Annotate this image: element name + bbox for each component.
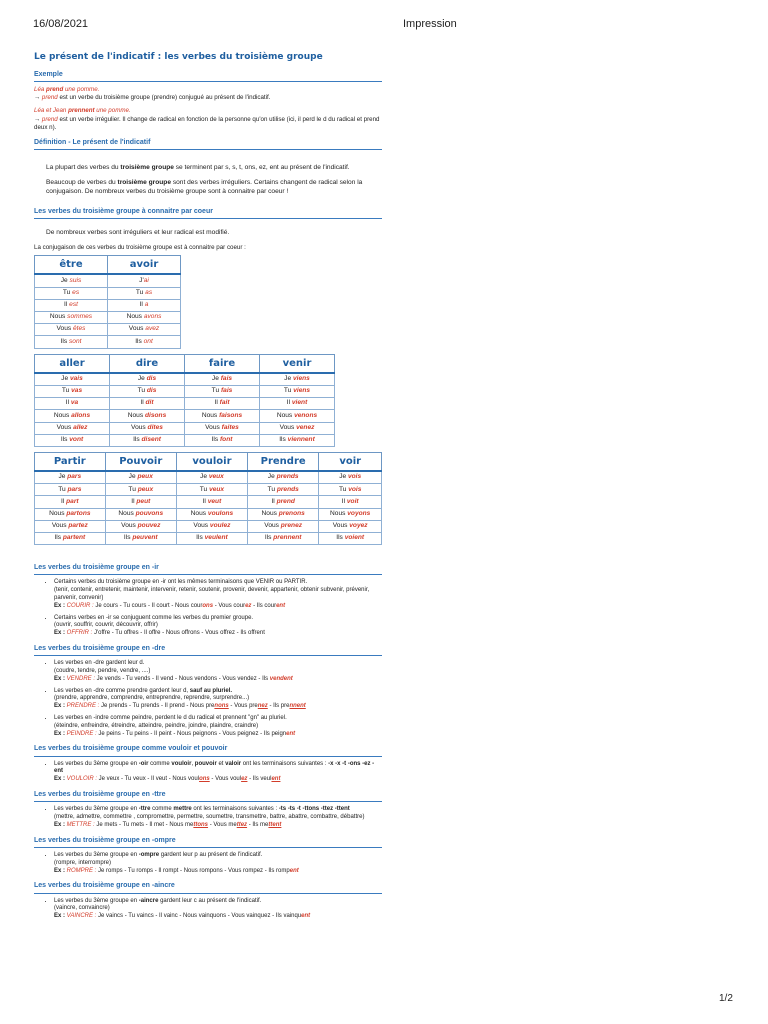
conjugation-cell [185, 422, 260, 434]
table-row [35, 422, 335, 434]
verb-header: Prendre [247, 452, 318, 471]
verb-form: vais [69, 375, 83, 382]
verb-form: ont [143, 337, 153, 345]
conjugation-cell [110, 410, 185, 422]
pronoun: Ils [264, 534, 274, 542]
conjugation-cell [108, 312, 181, 324]
verb-form: viens [293, 387, 311, 395]
pronoun: Ils [54, 534, 63, 542]
pronoun: Il [140, 399, 146, 407]
conjugation-cell [35, 385, 110, 397]
pronoun: Tu [61, 387, 72, 395]
pronoun: Nous [118, 509, 136, 517]
conjugation-cell [105, 496, 176, 508]
pronoun: Vous [121, 522, 138, 530]
example-block [34, 86, 382, 132]
conjugation-cell [108, 299, 181, 311]
verb-form: voit [346, 497, 359, 505]
conjugation-cell [35, 373, 110, 386]
conjugation-cell [110, 385, 185, 397]
verb-form: dis [146, 387, 157, 395]
verb-form: venons [294, 411, 318, 419]
pronoun: Ils [123, 534, 133, 542]
verb-form: voyez [349, 522, 368, 530]
section-definition: Définition - Le présent de l'indicatif [34, 138, 382, 150]
verb-form: peux [137, 485, 154, 493]
conjugation-cell [247, 496, 318, 508]
example-explanation-2: → prend est un verbe irrégulier. Il change de radical en fonction de la personne qu'on utilise (ici, il perd le d du radical et prend deux n). [34, 115, 380, 131]
conjugation-cell [35, 299, 108, 311]
conjugation-cell [176, 484, 247, 496]
section-aincre: Les verbes du troisième groupe en -aincre [34, 881, 382, 893]
verb-form: sont [68, 337, 82, 345]
conjugation-cell [105, 471, 176, 484]
verb-form: partons [66, 509, 91, 517]
verb-form: viennent [287, 435, 315, 443]
ompre-list [34, 852, 382, 875]
verb-form: voyons [347, 509, 371, 517]
pronoun: Vous [51, 522, 69, 530]
verb-header: vouloir [176, 452, 247, 471]
conjugation-cell [247, 533, 318, 545]
conjugation-cell [35, 422, 110, 434]
conjugation-cell [108, 336, 181, 348]
list-item: • Les verbes du 3ème groupe en -ompre gardent leur p au présent de l'indicatif. (rompre, interrompre) Ex : ROMPRE : Je romps - Tu romps - Il rompt - Nous rompons - Vous rompez - Ils rompent [54, 852, 382, 875]
verb-form: vient [291, 399, 308, 407]
table-row [35, 336, 181, 348]
conjugation-cell [176, 471, 247, 484]
pronoun: Ils [279, 435, 288, 443]
conjugation-cell [185, 434, 260, 446]
list-item: • Certains verbes en -ir se conjuguent comme les verbes du premier groupe. (ouvrir, souffrir, couvrir, découvrir, offrir) Ex : OFFRIR : J'offre - Tu offres - Il offre - Nous offrons - Vous offrez - Ils offrent [54, 615, 382, 638]
conjugation-cell [247, 520, 318, 532]
list-item: • Certains verbes du troisième groupe en -ir ont les mêmes terminaisons que VENIR ou PARTIR. (tenir, contenir, entretenir, maintenir, intervenir, retenir, soutenir, provenir, devenir, appartenir, obtenir subvenir, prévenir, parvenir, convenir) Ex : COURIR : Je cours - Tu cours - Il court - Nous courons - Vous courez - Ils courent [54, 579, 382, 610]
conjugation-cell [260, 434, 335, 446]
pronoun: Il [341, 497, 347, 505]
verb-form: dites [147, 423, 163, 431]
verb-form: vont [69, 435, 84, 443]
table-row [35, 287, 181, 299]
conjugation-tables [34, 255, 382, 545]
conjugation-cell [319, 508, 382, 520]
ttre-list [34, 806, 382, 829]
par-coeur-paragraph: De nombreux verbes sont irréguliers et leur radical est modifié. [46, 229, 230, 237]
pronoun: Tu [137, 387, 147, 395]
table-row [35, 299, 181, 311]
conjugation-cell [260, 385, 335, 397]
verb-form: pars [67, 473, 82, 481]
par-coeur-intro: La conjugaison de ces verbes du troisième groupe est à connaitre par coeur : [34, 244, 246, 252]
verb-header: être [35, 256, 108, 275]
pronoun: Nous [53, 411, 72, 419]
pronoun: Vous [264, 522, 281, 530]
verb-form: faites [221, 423, 239, 431]
list-item: • Les verbes du 3ème groupe en -oir comme vouloir, pouvoir et valoir ont les terminaisons suivantes : -x -x -t -ons -ez -ent Ex : VOULOIR : Je veux - Tu veux - Il veut - Nous voulons - Vous voulez - Ils veulent [54, 761, 382, 784]
conjugation-cell [110, 398, 185, 410]
conjugation-cell [260, 373, 335, 386]
verb-header: Partir [35, 452, 106, 471]
verb-form: dis [146, 375, 157, 382]
conjugation-cell [260, 422, 335, 434]
verb-form: avez [145, 325, 160, 333]
conjugation-cell [260, 410, 335, 422]
verb-form: veut [207, 497, 222, 505]
verb-header: avoir [108, 256, 181, 275]
pronoun: Nous [276, 411, 295, 419]
table-row [35, 373, 335, 386]
verb-form: dit [145, 399, 154, 407]
table-row [35, 410, 335, 422]
conjugation-table [34, 255, 181, 348]
conjugation-cell [247, 484, 318, 496]
conjugation-cell [176, 496, 247, 508]
verb-header: aller [35, 354, 110, 373]
example-explanation-1: → prend est un verbe du troisième groupe (prendre) conjugué au présent de l'indicatif. [34, 94, 271, 102]
pronoun: Nous [127, 411, 145, 419]
conjugation-cell [110, 422, 185, 434]
conjugation-cell [35, 484, 106, 496]
pronoun: Je [211, 375, 221, 382]
pronoun: Ils [196, 534, 205, 542]
verb-form: es [72, 288, 80, 296]
conjugation-table [34, 452, 382, 545]
verb-form: disent [141, 435, 161, 443]
table-row [35, 484, 382, 496]
table-row [35, 471, 382, 484]
pronoun: Ils [133, 435, 142, 443]
verb-form: est [69, 301, 78, 309]
pronoun: Ils [336, 534, 345, 542]
verb-form: peut [136, 497, 151, 505]
table-row [35, 508, 382, 520]
pronoun: Ils [60, 337, 69, 345]
pronoun: Il [64, 301, 70, 309]
conjugation-cell [110, 434, 185, 446]
verb-header: dire [110, 354, 185, 373]
conjugation-cell [35, 434, 110, 446]
pronoun: Je [128, 473, 138, 481]
verb-form: peux [137, 473, 153, 481]
verb-form: prends [276, 473, 299, 481]
pronoun: Vous [131, 423, 148, 431]
section-exemple: Exemple [34, 70, 382, 82]
conjugation-cell [108, 274, 181, 287]
print-header-title: Impression [403, 18, 457, 30]
pronoun: Vous [193, 522, 210, 530]
conjugation-cell [319, 520, 382, 532]
verb-form: disons [144, 411, 167, 419]
section-ttre: Les verbes du troisième groupe en -ttre [34, 790, 382, 802]
pronoun: Je [137, 375, 147, 382]
pronoun: Vous [205, 423, 222, 431]
verb-form: veux [209, 485, 225, 493]
verb-form: faisons [219, 411, 243, 419]
conjugation-cell [176, 520, 247, 532]
page-title: Le présent de l'indicatif : les verbes du troisième groupe [34, 52, 323, 62]
verb-header: venir [260, 354, 335, 373]
pronoun: Tu [283, 387, 294, 395]
conjugation-cell [35, 471, 106, 484]
pronoun: Je [58, 473, 68, 481]
conjugation-cell [108, 287, 181, 299]
pronoun: Je [60, 276, 70, 284]
pronoun: Tu [62, 288, 73, 296]
list-item: • Les verbes en -indre comme peindre, perdent le d du radical et prennent "gn" au pluriel. (éteindre, enfreindre, étreindre, atteindre, peindre, joindre, plaindre, craindre) Ex : PEINDRE : Je peins - Tu peins - Il peint - Nous peignons - Vous peignez - Ils peignent [54, 715, 382, 738]
conjugation-cell [35, 336, 108, 348]
verb-form: partez [68, 522, 88, 530]
pronoun: Nous [330, 509, 348, 517]
conjugation-cell [35, 410, 110, 422]
pronoun: Il [286, 399, 292, 407]
verb-form: fait [219, 399, 230, 407]
conjugation-cell [105, 484, 176, 496]
verb-form: allez [73, 423, 88, 431]
pronoun: Je [200, 473, 209, 481]
table-row [35, 434, 335, 446]
table-row [35, 533, 382, 545]
verb-form: font [219, 435, 233, 443]
section-vouloir: Les verbes du troisième groupe comme vouloir et pouvoir [34, 744, 382, 756]
verb-form: fais [220, 387, 233, 395]
pronoun: Tu [199, 485, 210, 493]
pronoun: Il [131, 497, 137, 505]
conjugation-cell [176, 533, 247, 545]
conjugation-cell [35, 287, 108, 299]
verb-form: voient [344, 534, 365, 542]
verb-header: faire [185, 354, 260, 373]
verb-form: pouvons [135, 509, 164, 517]
conjugation-cell [185, 398, 260, 410]
conjugation-cell [247, 471, 318, 484]
aincre-list [34, 898, 382, 921]
verb-form: pouvez [137, 522, 161, 530]
verb-form: prends [276, 485, 299, 493]
page-number: 1/2 [719, 993, 733, 1004]
pronoun: Nous [261, 509, 279, 517]
verb-form: as [145, 288, 153, 296]
table-row [35, 496, 382, 508]
conjugation-cell [260, 398, 335, 410]
pronoun: Tu [58, 485, 68, 493]
verb-form: viens [292, 375, 310, 382]
conjugation-cell [35, 508, 106, 520]
list-item: • Les verbes en -dre gardent leur d. (coudre, tendre, pendre, vendre, ....) Ex : VENDRE : Je vends - Tu vends - Il vend - Nous vendons - Vous vendez - Ils vendent [54, 660, 382, 683]
conjugation-cell [35, 496, 106, 508]
verb-form: partent [62, 534, 86, 542]
verb-form: pars [67, 485, 82, 493]
verb-form: voulons [207, 509, 234, 517]
pronoun: Nous [49, 313, 68, 321]
definition-paragraph-2: Beaucoup de verbes du troisième groupe sont des verbes irréguliers. Certains changent de radical selon la conjugaison. De nombreux verbes du troisième groupe sont à connaitre par coeur ! [46, 179, 363, 196]
conjugation-cell [35, 324, 108, 336]
verb-form: prenons [278, 509, 305, 517]
conjugation-cell [105, 533, 176, 545]
pronoun: Vous [56, 325, 74, 333]
table-row [35, 385, 335, 397]
pronoun: Nous [190, 509, 208, 517]
pronoun: Il [214, 399, 220, 407]
definition-paragraph-1: La plupart des verbes du troisième groupe se terminent par s, s, t, ons, ez, ent au présent de l'indicatif. [46, 164, 350, 172]
pronoun: Tu [128, 485, 138, 493]
conjugation-cell [319, 533, 382, 545]
table-row [35, 520, 382, 532]
section-dre: Les verbes du troisième groupe en -dre [34, 644, 382, 656]
verb-form: avons [143, 313, 162, 321]
conjugation-cell [319, 484, 382, 496]
verb-form: veulent [204, 534, 228, 542]
conjugation-cell [35, 533, 106, 545]
verb-form: a [144, 301, 149, 309]
dre-list [34, 660, 382, 738]
pronoun: Vous [332, 522, 350, 530]
example-sentence-1: Léa prend une pomme. [34, 86, 100, 94]
conjugation-cell [105, 508, 176, 520]
verb-form: va [70, 399, 79, 407]
conjugation-cell [35, 274, 108, 287]
pronoun: Vous [128, 325, 146, 333]
conjugation-cell [185, 373, 260, 386]
pronoun: Tu [135, 288, 146, 296]
verb-form: peuvent [132, 534, 158, 542]
verb-form: vas [71, 387, 83, 395]
pronoun: J' [139, 276, 144, 284]
conjugation-cell [110, 373, 185, 386]
verb-form: ai [143, 276, 149, 284]
verb-form: voulez [209, 522, 231, 530]
pronoun: Je [339, 473, 348, 481]
verb-form: venez [296, 423, 315, 431]
document-content [34, 52, 382, 926]
verb-header: voir [319, 452, 382, 471]
verb-form: veux [208, 473, 224, 481]
list-item: • Les verbes du 3ème groupe en -aincre gardent leur c au présent de l'indicatif. (vaincre, convaincre) Ex : VAINCRE : Je vaincs - Tu vaincs - Il vainc - Nous vainquons - Vous vainquez - Ils vainquent [54, 898, 382, 921]
pronoun: Tu [338, 485, 349, 493]
pronoun: Il [202, 497, 208, 505]
verb-form: sommes [67, 313, 93, 321]
pronoun: Tu [267, 485, 277, 493]
vouloir-list [34, 761, 382, 784]
conjugation-cell [105, 520, 176, 532]
conjugation-cell [247, 508, 318, 520]
verb-form: fais [220, 375, 233, 382]
verb-form: part [66, 497, 79, 505]
pronoun: Il [61, 497, 67, 505]
conjugation-cell [185, 410, 260, 422]
conjugation-cell [35, 312, 108, 324]
list-item: • Les verbes en -dre comme prendre gardent leur d, sauf au pluriel. (prendre, apprendre, comprendre, entreprendre, reprendre, surprendre...) Ex : PRENDRE : Je prends - Tu prends - Il prend - Nous prenons - Vous prenez - Ils prennent [54, 688, 382, 711]
verb-form: êtes [73, 325, 86, 333]
conjugation-cell [35, 520, 106, 532]
pronoun: Je [284, 375, 293, 382]
ir-list [34, 579, 382, 638]
conjugation-cell [35, 398, 110, 410]
table-row [35, 274, 181, 287]
pronoun: Nous [126, 313, 144, 321]
pronoun: Ils [211, 435, 220, 443]
verb-form: allons [71, 411, 91, 419]
example-sentence-2: Léa et Jean prennent une pomme. [34, 107, 131, 115]
table-row [35, 324, 181, 336]
pronoun: Vous [56, 423, 74, 431]
pronoun: Nous [201, 411, 220, 419]
table-row [35, 312, 181, 324]
pronoun: Ils [60, 435, 70, 443]
verb-form: prennent [273, 534, 302, 542]
section-ir: Les verbes du troisième groupe en -ir [34, 563, 382, 575]
verb-form: prenez [280, 522, 303, 530]
print-date: 16/08/2021 [33, 18, 89, 30]
table-row [35, 398, 335, 410]
verb-header: Pouvoir [105, 452, 176, 471]
verb-form: vois [347, 473, 362, 481]
pronoun: Il [65, 399, 71, 407]
conjugation-cell [319, 471, 382, 484]
pronoun: Il [139, 301, 145, 309]
list-item: • Les verbes du 3ème groupe en -ttre comme mettre ont les terminaisons suivantes : -ts -ts -t -ttons -ttez -ttent (mettre, admettre, commettre , compromettre, permettre, soumettre, transmettre, battre, abattre, combattre, débattre) Ex : METTRE : Je mets - Tu mets - Il met - Nous mettons - Vous mettez - Ils mettent [54, 806, 382, 829]
conjugation-table [34, 354, 335, 447]
conjugation-cell [185, 385, 260, 397]
pronoun: Je [61, 375, 70, 382]
verb-form: suis [69, 276, 82, 284]
conjugation-cell [108, 324, 181, 336]
pronoun: Vous [279, 423, 297, 431]
pronoun: Nous [49, 509, 67, 517]
conjugation-cell [176, 508, 247, 520]
pronoun: Il [271, 497, 277, 505]
section-par-coeur: Les verbes du troisième groupe à connaitre par coeur [34, 207, 382, 219]
pronoun: Ils [135, 337, 144, 345]
verb-form: prend [276, 497, 295, 505]
pronoun: Tu [211, 387, 221, 395]
pronoun: Je [267, 473, 277, 481]
verb-form: vois [348, 485, 362, 493]
conjugation-cell [319, 496, 382, 508]
section-ompre: Les verbes du troisième groupe en -ompre [34, 836, 382, 848]
